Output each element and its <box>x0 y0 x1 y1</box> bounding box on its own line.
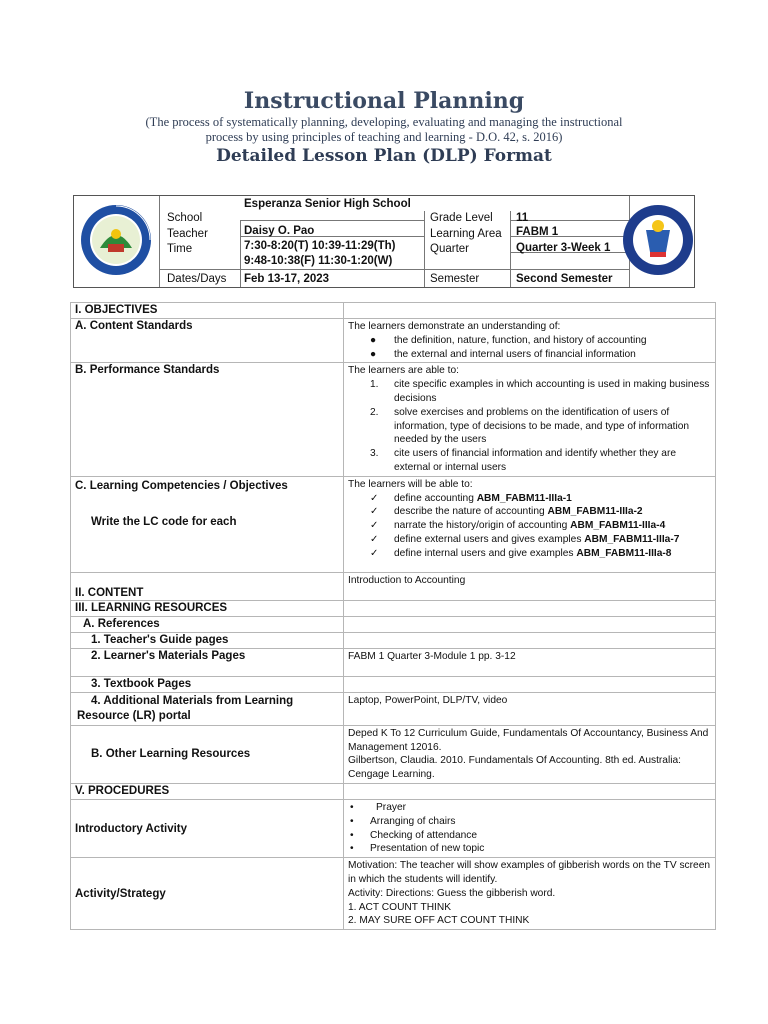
list-item <box>348 406 711 447</box>
list-item-text: define external users and gives examples <box>394 533 585 545</box>
introductory-activity-label: Introductory Activity <box>71 799 344 857</box>
activity-strategy-cell <box>344 858 716 930</box>
other-resources-label: B. Other Learning Resources <box>71 725 344 783</box>
list-item <box>348 447 711 475</box>
list-item: ✓ define external users and gives examples ABM_FABM11-IIIa-7 <box>370 533 680 545</box>
empty-cell <box>344 616 716 632</box>
lc-code: ABM_FABM11-IIIa-4 <box>570 520 666 532</box>
dlp-format-title: Detailed Lesson Plan (DLP) Format <box>216 146 552 166</box>
other-resource-1: Deped K To 12 Curriculum Guide, Fundamentals Of Accountancy, Business And Management 12016. <box>348 727 709 753</box>
list-item: ● the external and internal users of financial information <box>370 348 636 360</box>
time-value-2: 9:48-10:38(F) 11:30-1:20(W) <box>244 255 393 267</box>
list-item-text: define accounting <box>394 492 477 504</box>
competencies-label: C. Learning Competencies / Objectives <box>75 479 288 492</box>
quarter-value: Quarter 3-Week 1 <box>516 242 611 254</box>
subtitle-line-1: (The process of systematically planning, developing, evaluating and managing the instructional <box>145 115 623 129</box>
dates-value: Feb 13-17, 2023 <box>244 273 330 285</box>
performance-list <box>348 378 711 475</box>
item-number: 1. <box>370 379 379 391</box>
additional-materials-value: Laptop, PowerPoint, DLP/TV, video <box>344 692 716 725</box>
list-item-text: the external and internal users of financial information <box>394 348 636 360</box>
resources-heading: III. LEARNING RESOURCES <box>71 600 344 616</box>
list-item-text: cite users of financial information and identify whether they are external or internal users <box>394 448 677 473</box>
list-item: ✓ narrate the history/origin of accounting ABM_FABM11-IIIa-4 <box>370 520 666 532</box>
list-item: ✓ describe the nature of accounting ABM_FABM11-IIIa-2 <box>370 506 643 518</box>
document-subtitle <box>0 115 768 145</box>
lc-code: ABM_FABM11-IIIa-1 <box>476 492 572 504</box>
list-item: • Arranging of chairs <box>350 815 456 827</box>
additional-materials-label: 4. Additional Materials from Learning Resource (LR) portal <box>71 692 344 725</box>
objectives-heading: I. OBJECTIVES <box>71 303 344 319</box>
area-value: FABM 1 <box>516 226 559 238</box>
lc-code: ABM_FABM11-IIIa-8 <box>576 547 672 559</box>
semester-label: Semester <box>430 273 480 285</box>
document-title: Instructional Planning <box>243 88 525 114</box>
performance-standards-cell <box>344 363 716 476</box>
learners-materials-label: 2. Learner's Materials Pages <box>71 648 344 676</box>
list-item-text: Prayer <box>376 801 407 813</box>
item-number: 2. <box>370 406 379 418</box>
list-item <box>348 378 711 406</box>
content-standards-list <box>348 334 711 362</box>
list-item: ✓ define accounting ABM_FABM11-IIIa-1 <box>370 492 572 504</box>
empty-cell <box>344 632 716 648</box>
introductory-activity-cell <box>344 799 716 857</box>
school-info-table <box>73 195 695 288</box>
lc-code: ABM_FABM11-IIIa-2 <box>547 506 643 518</box>
list-item-text: describe the nature of accounting <box>394 506 548 518</box>
competencies-values <box>344 476 716 572</box>
content-standards-label: A. Content Standards <box>71 319 344 363</box>
list-item: ● the definition, nature, function, and history of accounting <box>370 334 647 346</box>
list-item: • Presentation of new topic <box>350 843 485 855</box>
learners-materials-value: FABM 1 Quarter 3-Module 1 pp. 3-12 <box>344 648 716 676</box>
introductory-list <box>348 801 711 856</box>
list-item-text: Presentation of new topic <box>370 843 485 855</box>
activity-line: 2. MAY SURE OFF ACT COUNT THINK <box>348 915 530 927</box>
performance-intro: The learners are able to: <box>348 365 459 377</box>
deped-seal-logo <box>620 200 696 280</box>
activity-line: 1. ACT COUNT THINK <box>348 901 452 913</box>
list-item-text: the definition, nature, function, and history of accounting <box>394 334 647 346</box>
other-resource-2: Gilbertson, Claudia. 2010. Fundamentals Of Accounting. 8th ed. Australia: Cengage Learning. <box>348 755 681 781</box>
list-item: • Checking of attendance <box>350 829 478 841</box>
list-item-text: Arranging of chairs <box>370 815 456 827</box>
time-label: Time <box>167 243 193 255</box>
content-heading: II. CONTENT <box>71 572 344 600</box>
subtitle-line-2: process by using principles of teaching and learning - D.O. 42, s. 2016) <box>205 130 563 144</box>
school-label: School <box>167 212 203 224</box>
competencies-cell <box>71 476 344 572</box>
quarter-label: Quarter <box>430 243 469 255</box>
teachers-guide-label: 1. Teacher's Guide pages <box>71 632 344 648</box>
teacher-label: Teacher <box>167 228 208 240</box>
competencies-note: Write the LC code for each <box>91 515 237 528</box>
grade-label: Grade Level <box>430 212 493 224</box>
list-item-text: narrate the history/origin of accounting <box>394 520 571 532</box>
list-item: ✓ define internal users and give examples ABM_FABM11-IIIa-8 <box>370 547 672 559</box>
activity-line: Motivation: The teacher will show examples of gibberish words on the TV screen in which the students will identify. <box>348 860 711 885</box>
textbook-label: 3. Textbook Pages <box>71 676 344 692</box>
item-number: 3. <box>370 448 379 460</box>
list-item: • Prayer <box>350 801 407 813</box>
empty-cell <box>344 676 716 692</box>
competencies-intro: The learners will be able to: <box>348 478 473 490</box>
content-standards-intro: The learners demonstrate an understanding of: <box>348 321 561 332</box>
activity-strategy-label: Activity/Strategy <box>71 858 344 930</box>
other-resources-cell <box>344 725 716 783</box>
empty-cell <box>344 600 716 616</box>
list-item-text: define internal users and give examples <box>394 547 577 559</box>
references-label: A. References <box>71 616 344 632</box>
area-label: Learning Area <box>430 228 502 240</box>
competencies-list <box>348 492 711 561</box>
content-standards-cell <box>344 319 716 363</box>
list-item-text: solve exercises and problems on the identification of users of information, type of decisions to be made, and type of information needed by the users <box>394 406 690 446</box>
content-value: Introduction to Accounting <box>344 572 716 600</box>
empty-cell <box>344 783 716 799</box>
empty-cell <box>344 303 716 319</box>
grade-value: 11 <box>516 212 529 224</box>
semester-value: Second Semester <box>516 273 613 285</box>
performance-standards-label: B. Performance Standards <box>71 363 344 476</box>
lesson-plan-table <box>70 302 716 930</box>
dates-label: Dates/Days <box>167 273 227 285</box>
procedures-heading: V. PROCEDURES <box>71 783 344 799</box>
school-value: Esperanza Senior High School <box>244 198 411 210</box>
teacher-value: Daisy O. Pao <box>244 225 315 237</box>
school-seal-logo <box>78 200 154 280</box>
time-value-1: 7:30-8:20(T) 10:39-11:29(Th) <box>244 240 396 252</box>
activity-line: Activity: Directions: Guess the gibberish word. <box>348 887 556 899</box>
lc-code: ABM_FABM11-IIIa-7 <box>584 533 680 545</box>
list-item-text: Checking of attendance <box>370 829 478 841</box>
list-item-text: cite specific examples in which accounting is used in making business decisions <box>394 379 710 404</box>
